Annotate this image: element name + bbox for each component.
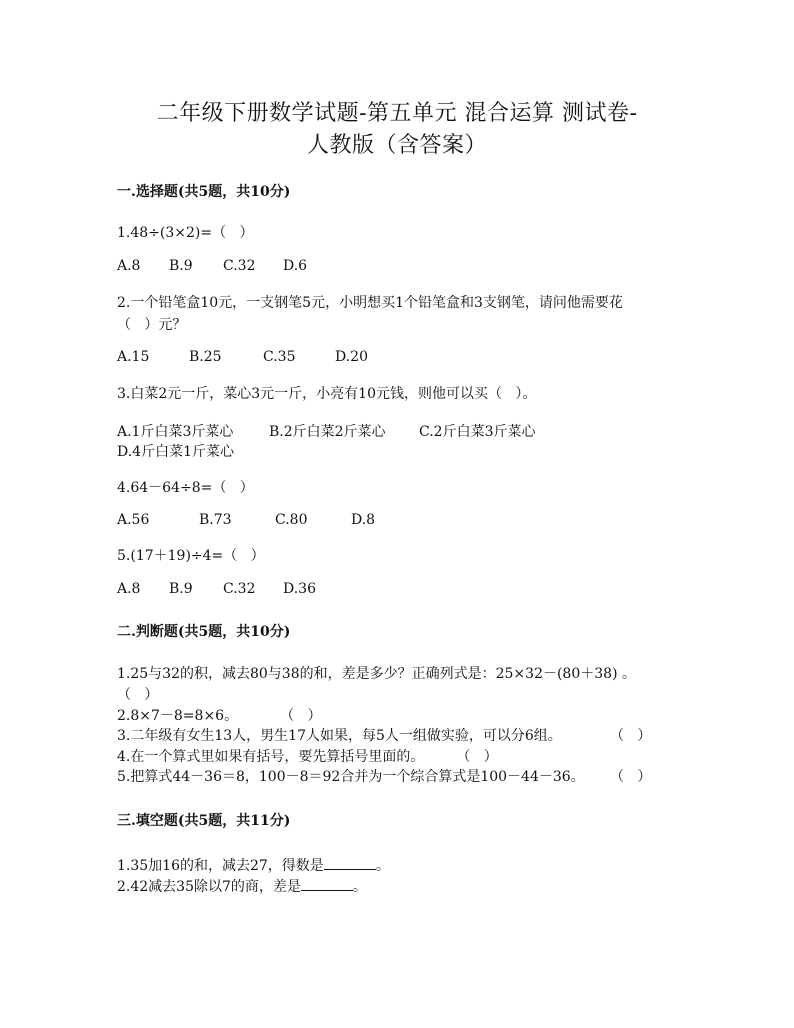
question-1-1-options [117,258,307,274]
fill-in-2-end: 。 [352,879,367,895]
option-b: B.9 [169,581,193,597]
fill-in-2 [117,876,367,896]
option-d: D.6 [283,258,308,274]
option-c: C.32 [223,581,256,597]
question-1-4: 4.64－64÷8=（ ） [117,480,254,496]
judgement-1: 1.25与32的积，减去80与38的和，差是多少？正确列式是：25×32－(80＋38) 。 [117,666,636,682]
option-a: A.8 [117,581,141,597]
option-a: A.56 [117,512,150,528]
judgement-4 [117,746,498,766]
option-d: D.36 [283,581,316,597]
option-c: C.32 [223,258,256,274]
question-1-5: 5.(17＋19)÷4=（ ） [117,548,265,564]
question-1-5-options [117,581,316,597]
judgement-2 [117,705,321,725]
fill-in-2-blank[interactable] [301,878,353,891]
option-a: A.1斤白菜3斤菜心 [117,424,234,440]
option-b: B.9 [169,258,193,274]
question-1-1: 1.48÷(3×2)=（ ） [117,225,254,241]
section-heading-judgement: 二.判断题(共5题，共10分) [117,624,291,640]
judgement-5-paren: （ ） [610,769,652,785]
question-1-2-cont: （ ）元？ [117,317,187,333]
fill-in-1-blank[interactable] [324,857,376,870]
title-line-2: 人教版（含答案） [306,133,487,158]
option-a: A.8 [117,258,141,274]
question-1-4-options [117,512,375,528]
section-heading-choice: 一.选择题(共5题，共10分) [117,184,291,200]
option-c: C.80 [275,512,308,528]
judgement-3-paren: （ ） [610,728,652,744]
question-1-3-options [117,421,535,441]
option-c: C.2斤白菜3斤菜心 [419,424,536,440]
title-line-1: 二年级下册数学试题-第五单元 混合运算 测试卷- [156,101,638,126]
judgement-1-paren: （ ） [117,687,159,703]
option-b: B.2斤白菜2斤菜心 [269,424,386,440]
fill-in-1-end: 。 [375,858,390,874]
judgement-2-text: 2.8×7－8=8×6。 [117,708,239,724]
fill-in-1-text: 1.35加16的和，减去27，得数是 [117,858,324,874]
option-c: C.35 [263,349,296,365]
question-1-3: 3.白菜2元一斤，菜心3元一斤，小亮有10元钱，则他可以买（ ）。 [117,386,537,402]
judgement-3: 3.二年级有女生13人，男生17人如果，每5人一组做实验，可以分6组。 [117,728,562,744]
option-b: B.73 [199,512,232,528]
option-d: D.8 [351,512,376,528]
question-1-3-option-d: D.4斤白菜1斤菜心 [117,444,234,460]
judgement-5: 5.把算式44－36＝8，100－8＝92合并为一个综合算式是100－44－36。 [117,769,585,785]
option-b: B.25 [189,349,222,365]
judgement-2-paren: （ ） [280,708,322,724]
option-d: D.20 [335,349,368,365]
option-a: A.15 [117,349,150,365]
judgement-4-text: 4.在一个算式里如果有括号，要先算括号里面的。 [117,749,425,765]
question-1-2-options [117,349,368,365]
section-heading-fill-in: 三.填空题(共5题，共11分) [117,813,291,829]
fill-in-2-text: 2.42减去35除以7的商，差是 [117,879,301,895]
fill-in-1 [117,855,390,875]
judgement-4-paren: （ ） [456,749,498,765]
question-1-2: 2.一个铅笔盒10元，一支钢笔5元，小明想买1个铅笔盒和3支钢笔，请问他需要花 [117,295,623,311]
